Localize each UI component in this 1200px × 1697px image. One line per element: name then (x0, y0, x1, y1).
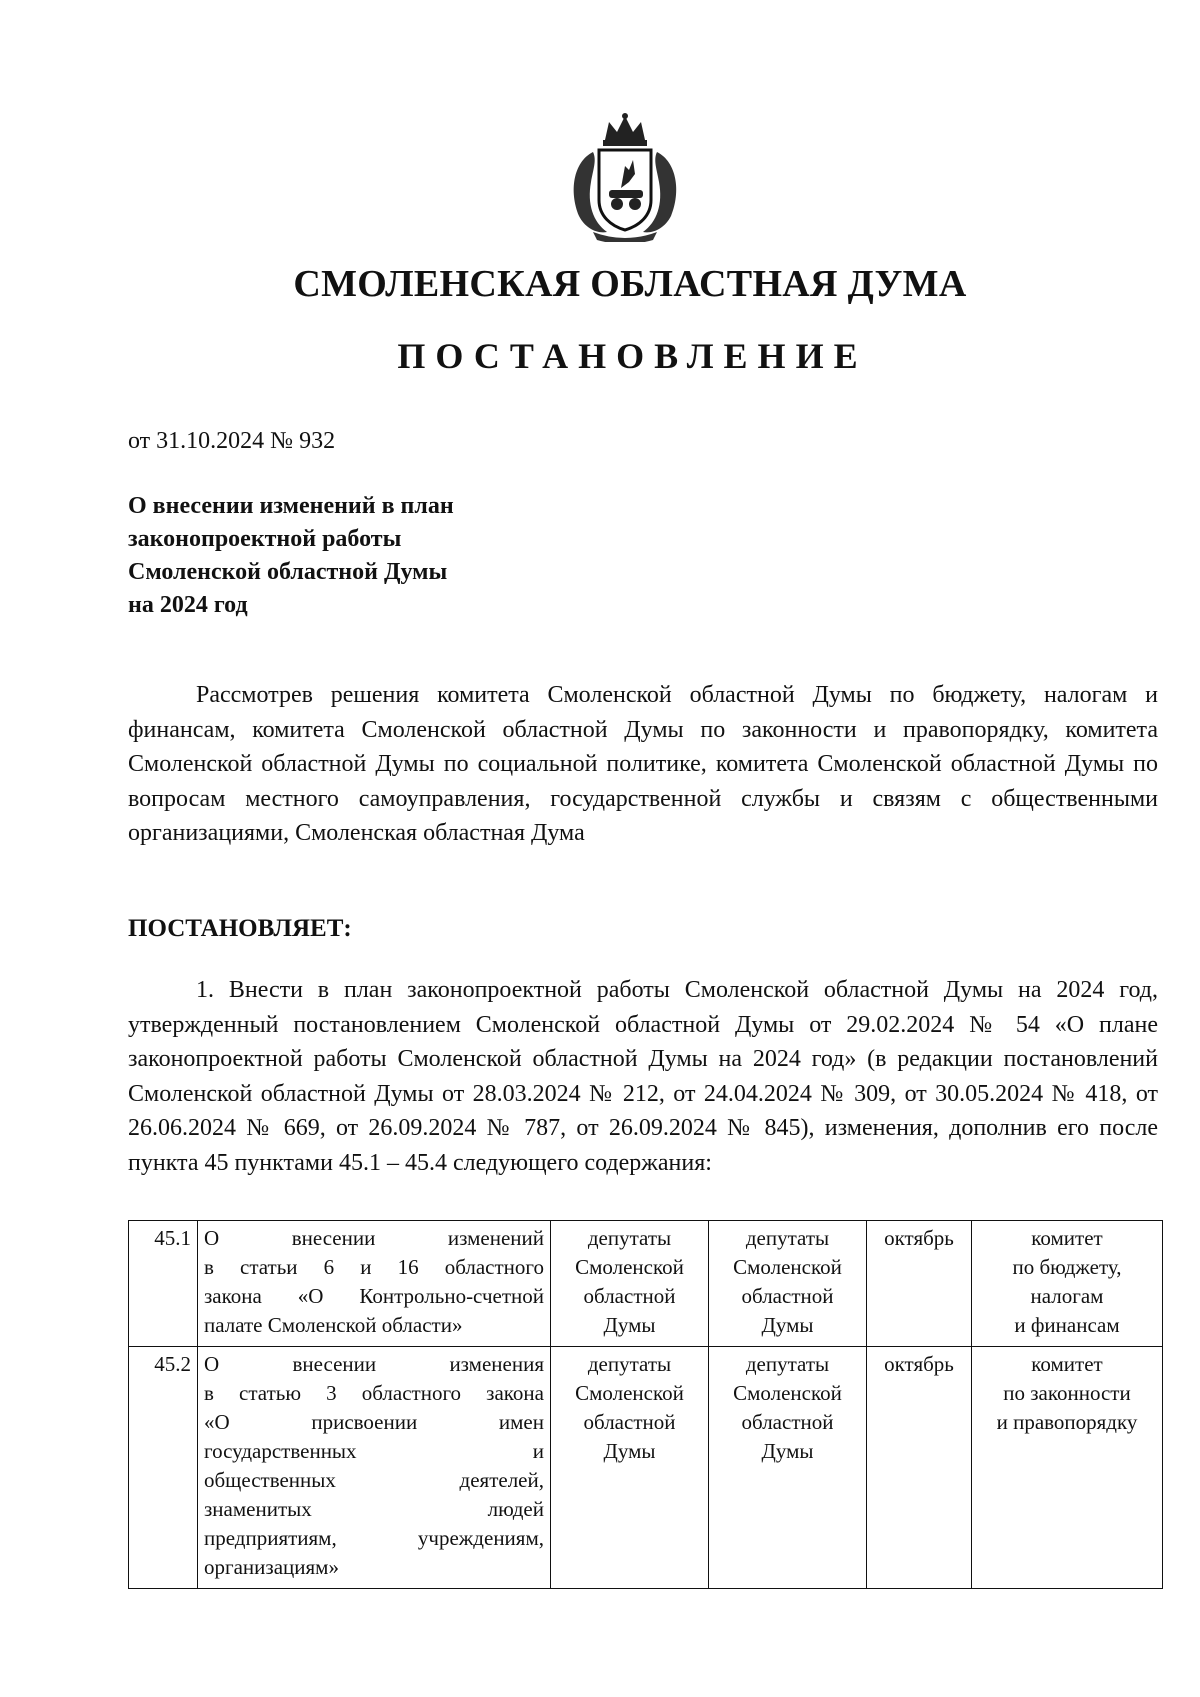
executor-line: депутаты (745, 1226, 830, 1250)
item-responsible (972, 1221, 1163, 1347)
responsible-line: налогам (1030, 1284, 1104, 1308)
initiator-line: депутаты (587, 1226, 672, 1250)
table-row (129, 1221, 1163, 1347)
resolves-heading: ПОСТАНОВЛЯЕТ: (128, 915, 352, 942)
organization-title: СМОЛЕНСКАЯ ОБЛАСТНАЯ ДУМА (293, 263, 967, 305)
amendments-table (128, 1220, 1163, 1589)
responsible-line: и финансам (1014, 1313, 1120, 1337)
title-line: знаменитых людей (204, 1497, 544, 1521)
title-line: О внесении изменения (204, 1352, 544, 1376)
point-1-paragraph: 1. Внести в план законопроектной работы Смоленской областной Думы на 2024 год, утвержденный постановлением Смоленской областной Думы от 29.02.2024 № 54 «О плане законопроектной работы Смоленской областной Думы на 2024 год» (в редакции постановлений Смоленской областной Думы от 28.03.2024 № 212, от 24.04.2024 № 309, от 30.05.2024 № 418, от 26.06.2024 № 669, от 26.09.2024 № 787, от 26.09.2024 № 845), изменения, дополнив его после пункта 45 пунктами 45.1 – 45.4 следующего содержания: (128, 977, 1158, 1176)
subject-line: законопроектной работы (128, 526, 402, 552)
item-term: октябрь (867, 1221, 972, 1347)
smolensk-coat-of-arms-icon (563, 112, 687, 242)
responsible-line: и правопорядку (996, 1410, 1138, 1434)
subject-line: О внесении изменений в план (128, 493, 454, 519)
executor-line: Смоленской (733, 1255, 842, 1279)
item-number: 45.1 (129, 1221, 198, 1347)
responsible-line: по бюджету, (1012, 1255, 1122, 1279)
responsible-line: комитет (1031, 1352, 1103, 1376)
item-initiator (551, 1347, 709, 1589)
title-line: в статью 3 областного закона (204, 1381, 544, 1405)
initiator-line: Думы (603, 1313, 656, 1337)
executor-line: областной (741, 1410, 834, 1434)
item-title (198, 1347, 551, 1589)
initiator-line: областной (583, 1284, 676, 1308)
title-line: в статьи 6 и 16 областного (204, 1255, 544, 1279)
executor-line: Думы (761, 1439, 814, 1463)
preamble-paragraph: Рассмотрев решения комитета Смоленской областной Думы по бюджету, налогам и финансам, комитета Смоленской областной Думы по законности и правопорядку, комитета Смоленской областной Думы по социальной политике, комитета Смоленской областной Думы по вопросам местного самоуправления, государственной службы и связям с общественными организациями, Смоленская областная Дума (128, 682, 1158, 846)
responsible-line: комитет (1031, 1226, 1103, 1250)
item-title (198, 1221, 551, 1347)
executor-line: Смоленской (733, 1381, 842, 1405)
initiator-line: Думы (603, 1439, 656, 1463)
item-number: 45.2 (129, 1347, 198, 1589)
subject-line: на 2024 год (128, 592, 248, 618)
item-responsible (972, 1347, 1163, 1589)
item-initiator (551, 1221, 709, 1347)
executor-line: Думы (761, 1313, 814, 1337)
initiator-line: депутаты (587, 1352, 672, 1376)
title-line: «О присвоении имен (204, 1410, 544, 1434)
title-line: закона «О Контрольно-счетной (204, 1284, 544, 1308)
title-line: общественных деятелей, (204, 1468, 544, 1492)
item-term: октябрь (867, 1347, 972, 1589)
table-row (129, 1347, 1163, 1589)
document-subject (128, 490, 548, 622)
item-executor (709, 1221, 867, 1347)
title-line: организациям» (204, 1555, 339, 1579)
responsible-line: по законности (1003, 1381, 1131, 1405)
executor-line: депутаты (745, 1352, 830, 1376)
initiator-line: областной (583, 1410, 676, 1434)
document-number: от 31.10.2024 № 932 (128, 428, 336, 454)
subject-line: Смоленской областной Думы (128, 559, 448, 585)
item-executor (709, 1347, 867, 1589)
title-line: предприятиям, учреждениям, (204, 1526, 544, 1550)
document-type-heading: ПОСТАНОВЛЕНИЕ (397, 336, 868, 376)
initiator-line: Смоленской (575, 1381, 684, 1405)
executor-line: областной (741, 1284, 834, 1308)
title-line: палате Смоленской области» (204, 1313, 463, 1337)
title-line: государственных и (204, 1439, 544, 1463)
initiator-line: Смоленской (575, 1255, 684, 1279)
title-line: О внесении изменений (204, 1226, 544, 1250)
